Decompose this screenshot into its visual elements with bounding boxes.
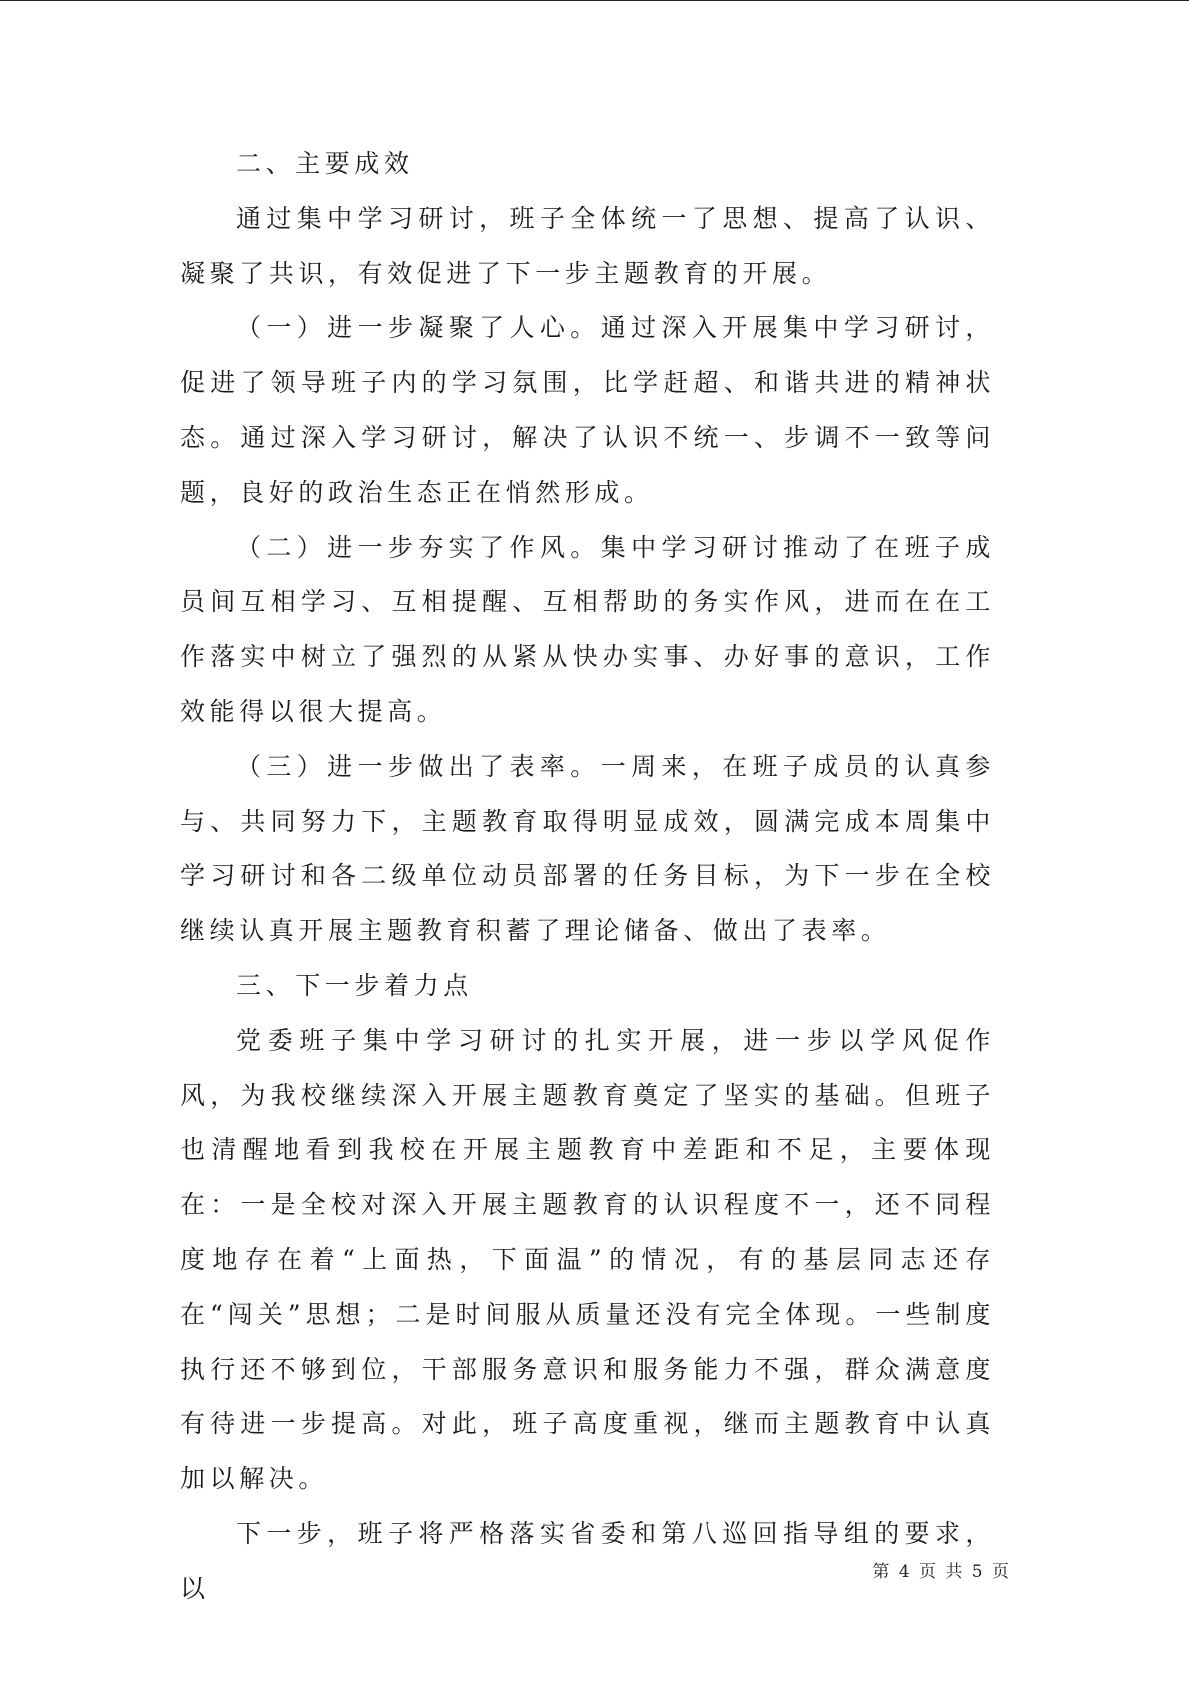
document-body: [180, 137, 995, 1617]
section-heading-main-results: 二、主要成效: [236, 149, 414, 178]
page-top-border: [0, 0, 1189, 1]
paragraph-point-one: （一）进一步凝聚了人心。通过深入开展集中学习研讨，促进了领导班子内的学习氛围，比学赶超、和谐共进的精神状态。通过深入学习研讨，解决了认识不统一、步调不一致等问题，良好的政治生态正在悄然形成。: [180, 313, 995, 507]
paragraph-shortcomings: 党委班子集中学习研讨的扎实开展，进一步以学风促作风，为我校继续深入开展主题教育奠定了坚实的基础。但班子也清醒地看到我校在开展主题教育中差距和不足，主要体现在：一是全校对深入开展主题教育的认识程度不一，还不同程度地存在着“上面热，下面温”的情况，有的基层同志还存在“闯关”思想；二是时间服从质量还没有完全体现。一些制度执行还不够到位，干部服务意识和服务能力不强，群众满意度有待进一步提高。对此，班子高度重视，继而主题教育中认真加以解决。: [180, 1025, 995, 1494]
section-heading-next-steps: 三、下一步着力点: [236, 970, 473, 1000]
paragraph-summary: 通过集中学习研讨，班子全体统一了思想、提高了认识、凝聚了共识，有效促进了下一步主题教育的开展。: [180, 203, 995, 288]
paragraph-point-two: （二）进一步夯实了作风。集中学习研讨推动了在班子成员间互相学习、互相提醒、互相帮助的务实作风，进而在在工作落实中树立了强烈的从紧从快办实事、办好事的意识，工作效能得以很大提高。: [180, 532, 995, 726]
paragraph-point-three: （三）进一步做出了表率。一周来，在班子成员的认真参与、共同努力下，主题教育取得明显成效，圆满完成本周集中学习研讨和各二级单位动员部署的任务目标，为下一步在全校继续认真开展主题教育积蓄了理论储备、做出了表率。: [180, 751, 995, 946]
paragraph-next-step: 下一步，班子将严格落实省委和第八巡回指导组的要求，以: [180, 1518, 995, 1603]
page-number-footer: 第 4 页 共 5 页: [872, 1562, 1011, 1582]
